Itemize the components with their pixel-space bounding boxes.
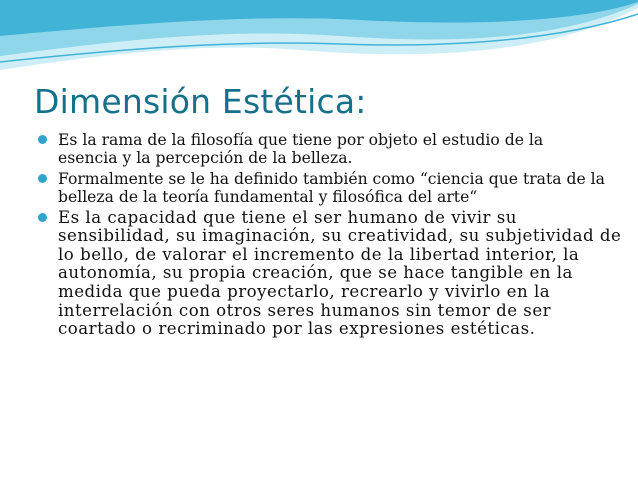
bullet-text: Es la rama de la filosofía que tiene por objeto el estudio de la esencia y la percepción de la belleza. [58, 131, 544, 168]
bullet-dot-icon [38, 213, 47, 222]
bullet-item-capacity [34, 209, 624, 339]
bullet-dot-icon [38, 135, 47, 144]
wave-header-decoration [0, 0, 638, 80]
bullet-text: Es la capacidad que tiene el ser humano de vivir su sensibilidad, su imaginación, su creatividad, su subjetividad de lo bello, de valorar el incremento de la libertad interior, la autonomía, su propia creación, que se hace tangible en la medida que pueda proyectarlo, recrearlo y vivirlo en la interrelación con otros seres humanos sin temor de ser coartado o recriminado por las expresiones estéticas. [58, 207, 622, 339]
slide-title: Dimensión Estética: [34, 82, 367, 121]
bullet-list [34, 131, 622, 341]
bullet-item-definition [34, 131, 606, 168]
bullet-item-formal-definition [34, 170, 606, 207]
bullet-text: Formalmente se le ha definido también como “ciencia que trata de la belleza de la teoría fundamental y filosófica del arte“ [58, 169, 605, 207]
bullet-dot-icon [38, 174, 47, 183]
